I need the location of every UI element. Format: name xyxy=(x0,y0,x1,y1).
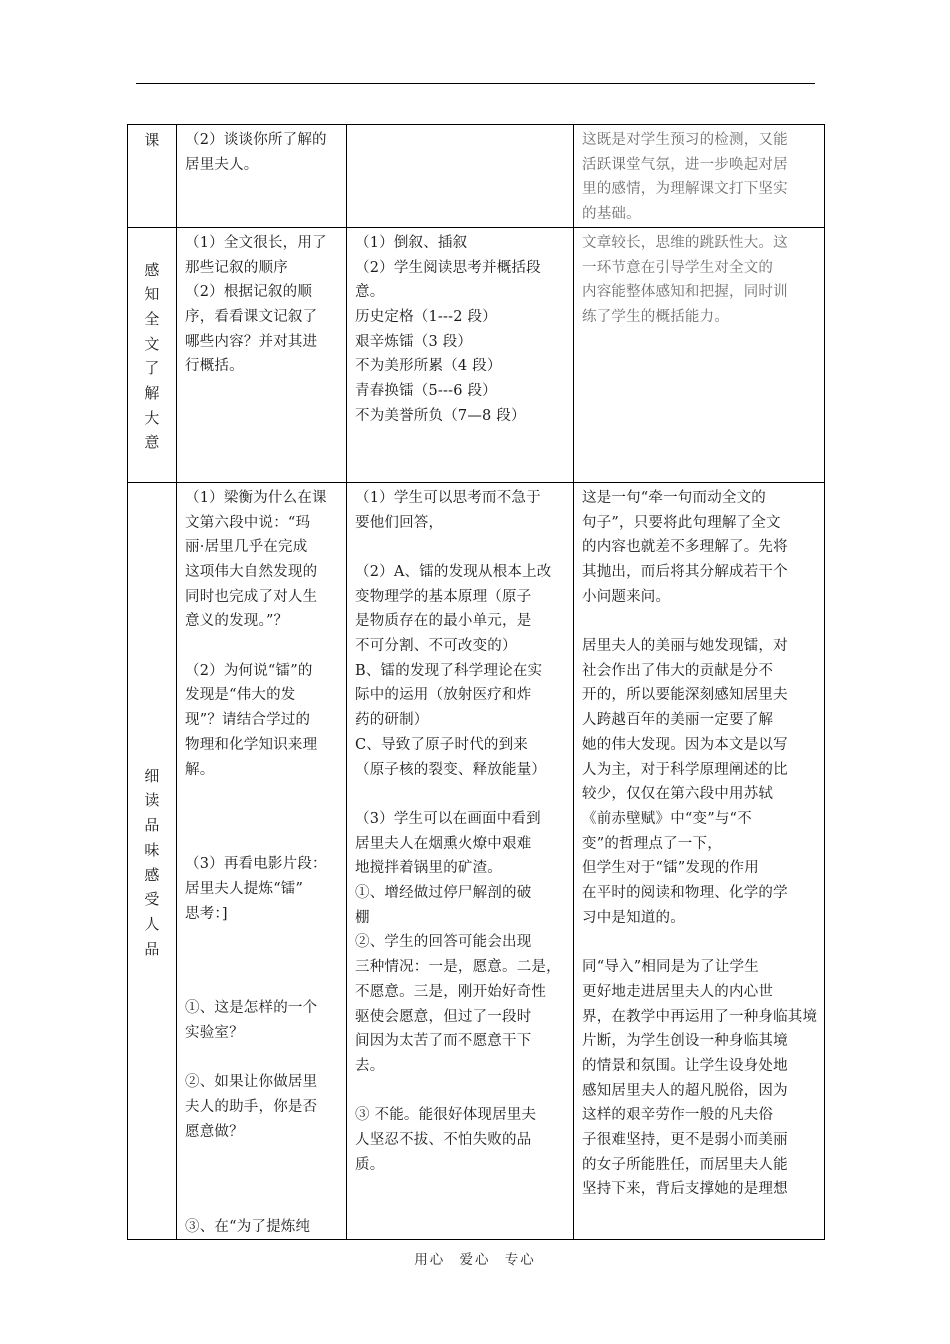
student-line: （2）学生阅读思考并概括段 xyxy=(355,259,541,276)
intent-line: 其抛出，而后将其分解成若干个 xyxy=(582,563,788,580)
student-line: 要他们回答， xyxy=(355,514,444,531)
intent-line: 社会作出了伟大的贡献是分不 xyxy=(582,662,774,679)
student-line: （2）A、镭的发现从根本上改 xyxy=(355,563,552,580)
teacher-line: 居里夫人提炼“镭” xyxy=(185,880,304,897)
student-line: 药的研制） xyxy=(355,712,429,729)
stage-cell xyxy=(128,482,177,1239)
intent-line: 较少，仅仅在第六段中用苏轼 xyxy=(582,786,774,803)
student-line: 地搅拌着锅里的矿渣。 xyxy=(355,860,502,877)
student-line: 青春换镭（5---6 段） xyxy=(355,383,497,400)
intent-cell xyxy=(574,482,825,1239)
student-line: 间因为太苦了而不愿意干下 xyxy=(355,1033,532,1050)
intent-line: 她的伟大发现。因为本文是以写 xyxy=(582,736,788,753)
teacher-line: 愿意做？ xyxy=(185,1123,244,1140)
teacher-line: 夫人的助手，你是否 xyxy=(185,1099,318,1116)
intent-line: 居里夫人的美丽与她发现镭，对 xyxy=(582,638,788,655)
teacher-line: 同时也完成了对人生 xyxy=(185,588,318,605)
student-line: （1）倒叙、插叙 xyxy=(355,234,468,251)
teacher-line: （2）谈谈你所了解的 xyxy=(185,132,327,148)
table-row xyxy=(128,227,825,482)
student-line: ①、增经做过停尸解剖的破 xyxy=(355,885,532,902)
intent-line: 界，在教学中再运用了一种身临其境 xyxy=(582,1008,818,1025)
student-line: 不可分割、不可改变的） xyxy=(355,638,517,655)
student-line: 人坚忍不拔、不怕失败的品 xyxy=(355,1132,532,1149)
intent-line: 这既是对学生预习的检测，又能 xyxy=(582,132,788,148)
teacher-cell xyxy=(177,227,347,482)
intent-cell xyxy=(574,125,825,228)
intent-line: 这是一句“牵一句而动全文的 xyxy=(582,489,767,506)
intent-line: 开的，所以要能深刻感知居里夫 xyxy=(582,687,788,704)
student-line: 驱使会愿意，但过了一段时 xyxy=(355,1008,532,1025)
student-line: （1）学生可以思考而不急于 xyxy=(355,489,541,506)
student-line: 历史定格（1---2 段） xyxy=(355,308,497,325)
student-line: 意。 xyxy=(355,284,385,301)
intent-line: 文章较长，思维的跳跃性大。这 xyxy=(582,234,788,251)
intent-line: 感知居里夫人的超凡脱俗，因为 xyxy=(582,1082,788,1099)
intent-line: 的情景和氛围。让学生设身处地 xyxy=(582,1057,788,1074)
teacher-cell xyxy=(177,482,347,1239)
intent-line: 习中是知道的。 xyxy=(582,909,685,926)
stage-label: 课 xyxy=(144,131,160,149)
intent-line: 一环节意在引导学生对全文的 xyxy=(582,259,774,276)
intent-line: 的内容也就差不多理解了。先将 xyxy=(582,539,788,556)
table-row xyxy=(128,482,825,1239)
teacher-line: （1）全文很长，用了 xyxy=(185,234,327,251)
intent-line: 小问题来问。 xyxy=(582,588,671,605)
stage-label: 感知全文了解大意 xyxy=(144,260,160,452)
intent-line: 坚持下来，背后支撑她的是理想 xyxy=(582,1181,788,1198)
student-line: 艰辛炼镭（3 段） xyxy=(355,333,473,350)
stage-cell xyxy=(128,125,177,228)
intent-line: 同“导入”相同是为了让学生 xyxy=(582,959,759,976)
teacher-line: 思考：] xyxy=(185,905,228,922)
intent-line: 这样的艰辛劳作一般的凡夫俗 xyxy=(582,1107,774,1124)
intent-line: 在平时的阅读和物理、化学的学 xyxy=(582,885,788,902)
intent-line: 但学生对于“镭”发现的作用 xyxy=(582,860,759,877)
teacher-line: 丽·居里几乎在完成 xyxy=(185,539,308,556)
teacher-line: （1）梁衡为什么在课 xyxy=(185,489,327,506)
student-line: （原子核的裂变、释放能量） xyxy=(355,761,547,778)
student-line: 三种情况：一是，愿意。二是， xyxy=(355,959,561,976)
teacher-line: 文第六段中说：“玛 xyxy=(185,514,311,531)
intent-line: 人为主，对于科学原理阐述的比 xyxy=(582,761,788,778)
student-line: C、导致了原子时代的到来 xyxy=(355,736,528,753)
teacher-line: 这项伟大自然发现的 xyxy=(185,563,318,580)
teacher-line: 序，看看课文记叙了 xyxy=(185,308,318,325)
teacher-cell xyxy=(177,125,347,228)
teacher-line: 那些记叙的顺序 xyxy=(185,259,288,276)
stage-cell xyxy=(128,227,177,482)
teacher-line: 居里夫人。 xyxy=(185,156,259,173)
teacher-line: 意义的发现。”？ xyxy=(185,613,289,630)
student-cell xyxy=(347,482,574,1239)
intent-cell xyxy=(574,227,825,482)
intent-line: 变”的哲理点了一下， xyxy=(582,835,722,852)
student-cell xyxy=(347,125,574,228)
intent-line: 内容能整体感知和把握，同时训 xyxy=(582,284,788,301)
teacher-line: 解。 xyxy=(185,761,215,778)
teacher-line: （2）为何说“镭”的 xyxy=(185,662,313,679)
intent-line: 人跨越百年的美丽一定要了解 xyxy=(582,712,774,729)
table-row xyxy=(128,125,825,228)
student-cell xyxy=(347,227,574,482)
student-line: 变物理学的基本原理（原子 xyxy=(355,588,532,605)
intent-line: 练了学生的概括能力。 xyxy=(582,308,729,325)
student-line: 去。 xyxy=(355,1057,385,1074)
footer-word: 爱心 xyxy=(459,1252,491,1268)
teacher-line: 物理和化学知识来理 xyxy=(185,736,318,753)
intent-line: 活跃课堂气氛，进一步唤起对居 xyxy=(582,156,788,173)
footer-word: 用心 xyxy=(414,1252,446,1268)
header-rule xyxy=(136,83,815,84)
footer-word: 专心 xyxy=(504,1252,536,1268)
teacher-line: ③、在“为了提炼纯 xyxy=(185,1218,311,1235)
teacher-line: ①、这是怎样的一个 xyxy=(185,1000,318,1017)
student-line: 棚 xyxy=(355,909,370,926)
teacher-line: 行概括。 xyxy=(185,358,244,375)
teacher-line: ②、如果让你做居里 xyxy=(185,1074,318,1091)
student-line: 际中的运用（放射医疗和炸 xyxy=(355,687,532,704)
student-line: 居里夫人在烟熏火燎中艰难 xyxy=(355,835,532,852)
student-line: ③ 不能。能很好体现居里夫 xyxy=(355,1107,537,1124)
intent-line: 的女子所能胜任，而居里夫人能 xyxy=(582,1156,788,1173)
teacher-line: （2）根据记叙的顺 xyxy=(185,284,313,301)
teacher-line: （3）再看电影片段： xyxy=(185,856,327,873)
stage-label: 细读品味感受人品 xyxy=(144,766,160,958)
student-line: 质。 xyxy=(355,1156,385,1173)
student-line: （3）学生可以在画面中看到 xyxy=(355,810,541,827)
intent-line: 句子”，只要将此句理解了全文 xyxy=(582,514,781,531)
student-line: ②、学生的回答可能会出现 xyxy=(355,934,532,951)
teacher-line: 实验室？ xyxy=(185,1025,244,1042)
intent-line: 里的感情，为理解课文打下坚实 xyxy=(582,181,788,198)
student-line: B、镭的发现了科学理论在实 xyxy=(355,662,543,679)
intent-line: 《前赤壁赋》中“变”与“不 xyxy=(582,810,752,827)
student-line: 不愿意。三是，刚开始好奇性 xyxy=(355,983,547,1000)
intent-line: 的基础。 xyxy=(582,206,641,223)
page-footer xyxy=(0,1248,950,1268)
teacher-line: 发现是“伟大的发 xyxy=(185,687,296,704)
student-line: 不为美形所累（4 段） xyxy=(355,358,502,375)
lesson-plan-table xyxy=(127,124,825,1240)
intent-line: 更好地走进居里夫人的内心世 xyxy=(582,983,774,1000)
teacher-line: 现”？请结合学过的 xyxy=(185,712,311,729)
student-line: 不为美誉所负（7—8 段） xyxy=(355,407,526,424)
student-line: 是物质存在的最小单元，是 xyxy=(355,613,532,630)
teacher-line: 哪些内容？并对其进 xyxy=(185,333,318,350)
intent-line: 子很难坚持，更不是弱小而美丽 xyxy=(582,1132,788,1149)
intent-line: 片断，为学生创设一种身临其境 xyxy=(582,1033,788,1050)
